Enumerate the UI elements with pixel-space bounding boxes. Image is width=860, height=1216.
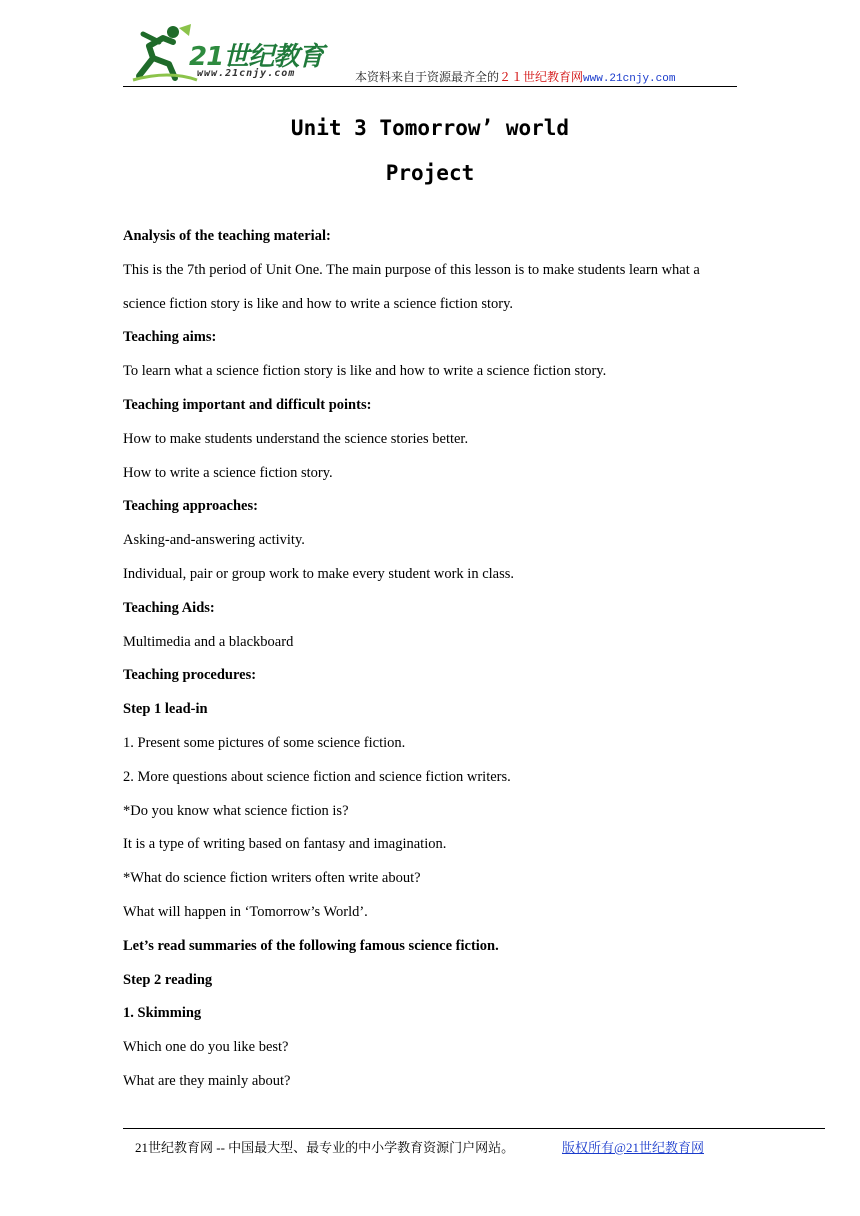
footer-divider [123,1128,825,1129]
header-note [355,68,675,85]
header-note-url[interactable]: www.21cnjy.com [583,73,676,85]
header-note-prefix: 本资料来自于资源最齐全的 [355,70,500,84]
body-text-line: Which one do you like best? [123,1039,289,1056]
body-text-line: How to write a science fiction story. [123,464,333,481]
body-text-line: *What do science fiction writers often write about? [123,870,421,887]
section-heading: Analysis of the teaching material: [123,228,331,244]
body-text-line: To learn what a science fiction story is like and how to write a science fiction story. [123,363,607,380]
body-text-line: What are they mainly about? [123,1073,291,1089]
unit-title: Unit 3 Tomorrow’ world [290,116,570,140]
section-heading: Step 2 reading [123,971,213,988]
section-title: Project [385,161,475,185]
section-heading: Step 1 lead-in [123,701,208,718]
logo-url: www.21cnjy.com [197,68,296,79]
site-logo[interactable] [129,24,339,86]
section-heading: Teaching Aids: [123,599,215,616]
section-heading: 1. Skimming [123,1005,202,1022]
body-text-line: How to make students understand the science stories better. [123,430,469,447]
body-text-line: 1. Present some pictures of some science fiction. [123,735,406,751]
section-heading: Let’s read summaries of the following famous science fiction. [123,937,499,954]
logo-wordmark: 21世纪教育 [189,42,324,72]
section-heading: Teaching procedures: [123,667,257,684]
body-text-line: science fiction story is like and how to write a science fiction story. [123,295,514,312]
body-text-line: Individual, pair or group work to make every student work in class. [123,566,515,582]
section-heading: Teaching important and difficult points: [123,397,372,413]
body-text-line: This is the 7th period of Unit One. The main purpose of this lesson is to make students learn what a [123,261,700,278]
body-text-line: 2. More questions about science fiction and science fiction writers. [123,768,511,785]
page-header [123,20,737,87]
section-heading: Teaching approaches: [123,498,258,515]
section-heading: Teaching aims: [123,329,217,346]
body-text-line: Multimedia and a blackboard [123,633,294,650]
copyright-link[interactable]: 版权所有@21世纪教育网 [562,1140,704,1155]
footer-text: 21世纪教育网 -- 中国最大型、最专业的中小学教育资源门户网站。 [135,1140,515,1155]
body-text-line: *Do you know what science fiction is? [123,802,349,819]
body-text-line: Asking-and-answering activity. [123,532,305,549]
body-text-line: What will happen in ‘Tomorrow’s World’. [123,904,368,920]
header-note-brand: ２１世纪教育网 [499,70,584,84]
body-text-line: It is a type of writing based on fantasy and imagination. [123,836,447,853]
